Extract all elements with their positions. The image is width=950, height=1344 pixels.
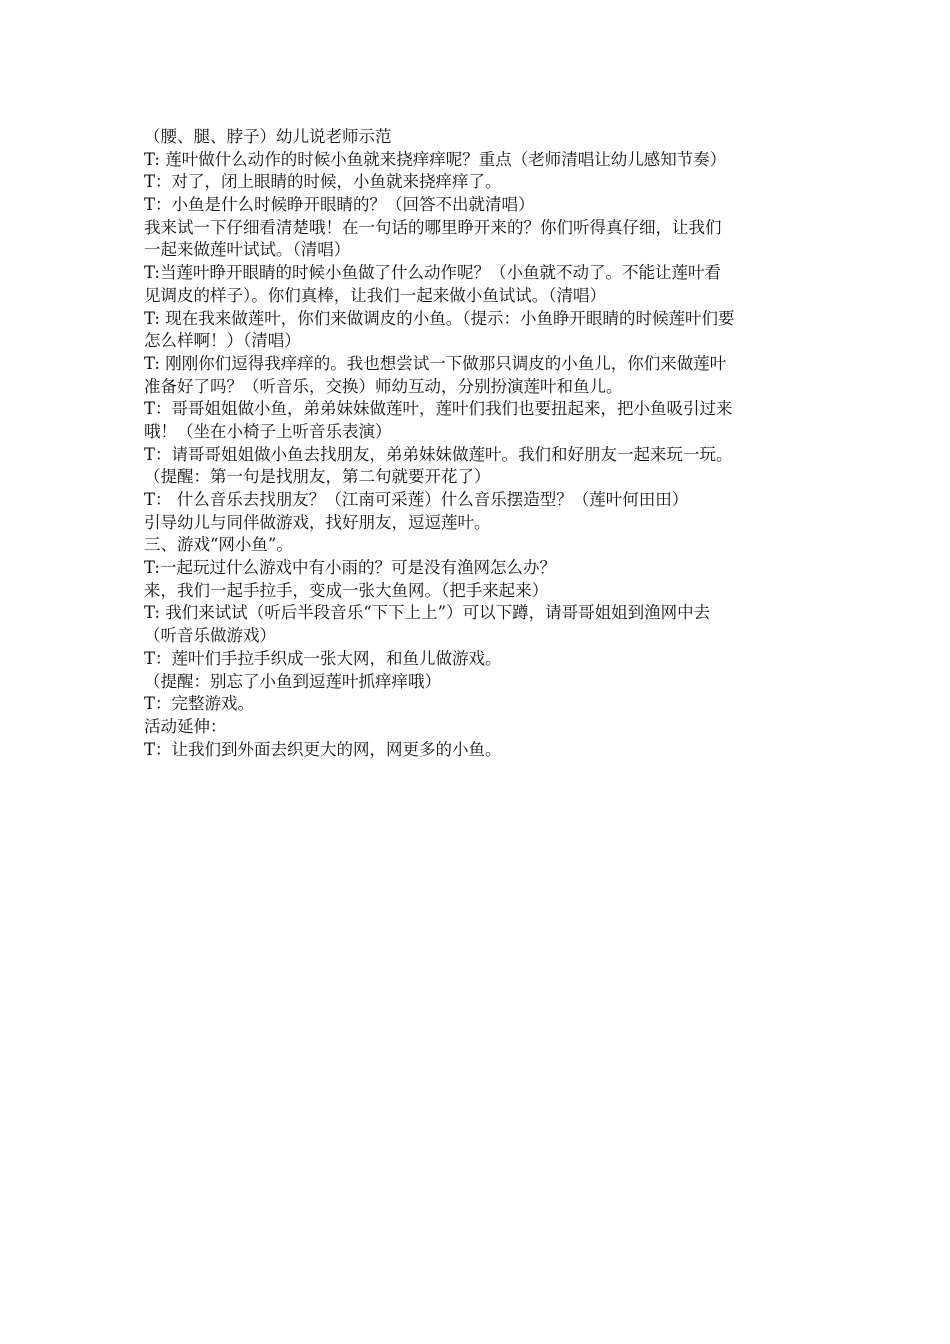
- text-line: （听音乐做游戏）: [144, 626, 276, 646]
- text-line: T：完整游戏。: [144, 694, 255, 714]
- text-line: 准备好了吗？（听音乐，交换）师幼互动，分别扮演莲叶和鱼儿。: [144, 376, 623, 396]
- text-line: 哦！（坐在小椅子上听音乐表演）: [144, 421, 392, 441]
- text-line: T：小鱼是什么时候睁开眼睛的？（回答不出就清唱）: [144, 195, 535, 215]
- text-line: 来，我们一起手拉手，变成一张大鱼网。（把手来起来）: [144, 580, 549, 600]
- text-line: （提醒：第一句是找朋友，第二句就要开花了）: [144, 467, 491, 487]
- text-line: T: 莲叶做什么动作的时候小鱼就来挠痒痒呢？重点（老师清唱让幼儿感知节奏）: [144, 149, 727, 169]
- text-line: T：对了，闭上眼睛的时候，小鱼就来挠痒痒了。: [144, 172, 502, 192]
- text-line: T: 现在我来做莲叶，你们来做调皮的小鱼。（提示：小鱼睁开眼睛的时候莲叶们要: [144, 308, 735, 328]
- text-line: T：哥哥姐姐做小鱼，弟弟妹妹做莲叶，莲叶们我们也要扭起来，把小鱼吸引过来: [144, 399, 733, 419]
- text-line: （提醒：别忘了小鱼到逗莲叶抓痒痒哦）: [144, 671, 441, 691]
- section-heading: 三、游戏“网小鱼”。: [144, 535, 293, 555]
- section-heading: 活动延伸：: [144, 716, 227, 736]
- text-line: 引导幼儿与同伴做游戏，找好朋友，逗逗莲叶。: [144, 512, 491, 532]
- text-line: 怎么样啊！）（清唱）: [144, 331, 301, 351]
- text-line: 见调皮的样子）。你们真棒，让我们一起来做小鱼试试。（清唱）: [144, 285, 606, 305]
- text-line: 我来试一下仔细看清楚哦！在一句话的哪里睁开来的？你们听得真仔细，让我们: [144, 217, 722, 237]
- text-line: T：请哥哥姐姐做小鱼去找朋友，弟弟妹妹做莲叶。我们和好朋友一起来玩一玩。: [144, 444, 733, 464]
- text-line: T：让我们到外面去织更大的网，网更多的小鱼。: [144, 739, 502, 759]
- text-line: 一起来做莲叶试试。（清唱）: [144, 240, 351, 260]
- text-line: T:当莲叶睁开眼睛的时候小鱼做了什么动作呢？（小鱼就不动了。不能让莲叶看: [144, 263, 721, 283]
- text-line: T: 我们来试试（听后半段音乐“下下上上”）可以下蹲，请哥哥姐姐到渔网中去: [144, 603, 711, 623]
- text-line: T: 刚刚你们逗得我痒痒的。我也想尝试一下做那只调皮的小鱼儿，你们来做莲叶: [144, 353, 727, 373]
- text-line: （腰、腿、脖子）幼儿说老师示范: [144, 127, 392, 146]
- text-line: T：莲叶们手拉手织成一张大网，和鱼儿做游戏。: [144, 648, 502, 668]
- text-line: T： 什么音乐去找朋友？（江南可采莲）什么音乐摆造型？（莲叶何田田）: [144, 490, 689, 509]
- document-body: [144, 126, 816, 761]
- text-line: T:一起玩过什么游戏中有小雨的？可是没有渔网怎么办？: [144, 558, 556, 578]
